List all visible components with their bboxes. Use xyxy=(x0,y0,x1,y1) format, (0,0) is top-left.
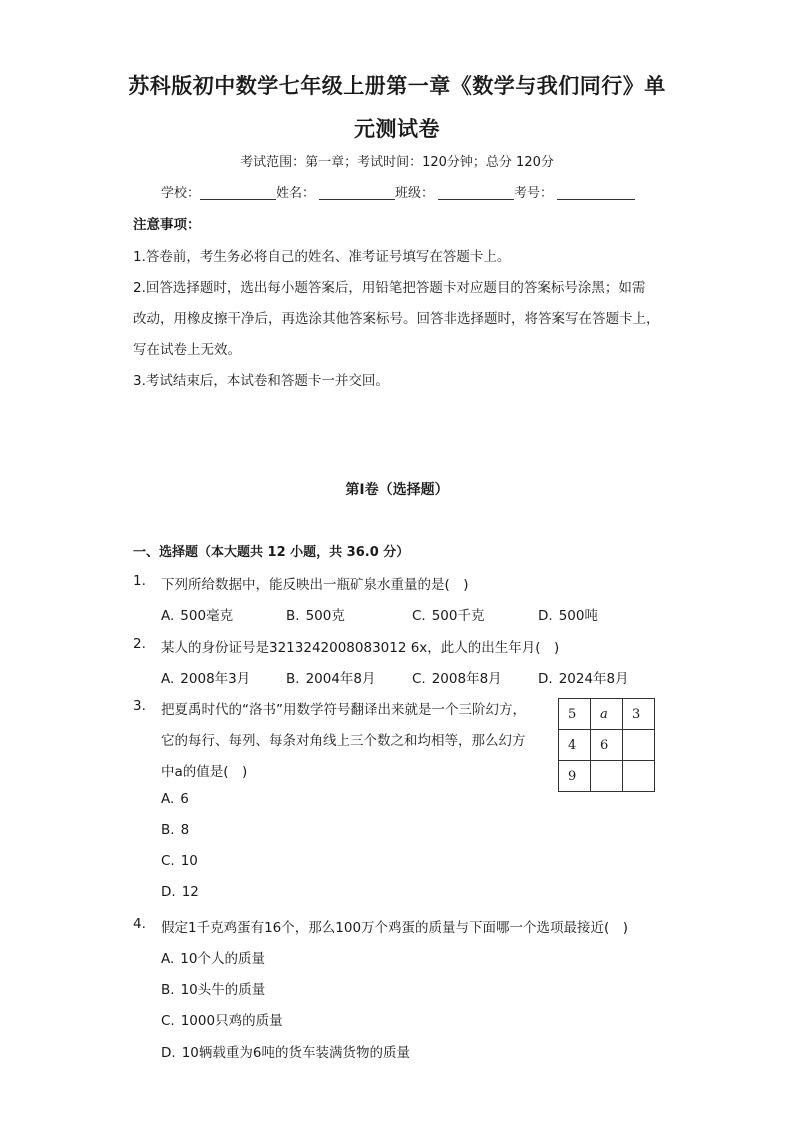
question-1-text: 下列所给数据中，能反映出一瓶矿泉水重量的是( ) xyxy=(161,577,469,593)
grid-cell: 6 xyxy=(591,730,623,761)
grid-row xyxy=(559,699,655,730)
class-blank[interactable] xyxy=(438,185,514,200)
q4-option-a[interactable]: A. 10个人的质量 xyxy=(161,951,265,967)
page-title-line-1: 苏科版初中数学七年级上册第一章《数学与我们同行》单 xyxy=(128,73,666,98)
grid-cell: 9 xyxy=(559,761,591,792)
question-2-text: 某人的身份证号是3213242008083012 6x，此人的出生年月( ) xyxy=(161,640,560,656)
grid-cell: 4 xyxy=(559,730,591,761)
grid-cell xyxy=(591,761,623,792)
q3-option-b[interactable]: B. 8 xyxy=(161,822,190,838)
class-label: 班级： xyxy=(395,186,435,201)
q4-option-d[interactable]: D. 10辆载重为6吨的货车装满货物的质量 xyxy=(161,1045,410,1061)
notice-item-1: 1.答卷前，考生务必将自己的姓名、准考证号填写在答题卡上。 xyxy=(133,249,511,265)
grid-cell xyxy=(623,730,655,761)
grid-cell: 3 xyxy=(623,699,655,730)
exam-number-blank[interactable] xyxy=(557,185,635,200)
question-1-number: 1. xyxy=(133,573,146,589)
notice-item-2-line-1: 2.回答选择题时，选出每小题答案后，用铅笔把答题卡对应题目的答案标号涂黑；如需 xyxy=(133,280,646,296)
q3-option-c[interactable]: C. 10 xyxy=(161,853,198,869)
question-4-number: 4. xyxy=(133,916,146,932)
q2-option-c[interactable]: C. 2008年8月 xyxy=(412,671,502,687)
notice-heading: 注意事项： xyxy=(133,217,201,233)
notice-item-3: 3.考试结束后，本试卷和答题卡一并交回。 xyxy=(133,373,389,389)
q4-option-b[interactable]: B. 10头牛的质量 xyxy=(161,982,266,998)
section-heading: 一、选择题（本大题共 12 小题，共 36.0 分） xyxy=(133,545,410,560)
question-3-text-line-2: 它的每行、每列、每条对角线上三个数之和均相等，那么幻方 xyxy=(161,733,526,749)
q2-option-d[interactable]: D. 2024年8月 xyxy=(538,671,629,687)
page-title-line-2: 元测试卷 xyxy=(354,116,440,141)
exam-info: 考试范围：第一章；考试时间：120分钟；总分 120分 xyxy=(240,155,554,170)
grid-cell: 5 xyxy=(559,699,591,730)
question-3-number: 3. xyxy=(133,698,146,714)
name-blank[interactable] xyxy=(319,185,395,200)
q2-option-a[interactable]: A. 2008年3月 xyxy=(161,671,251,687)
question-3-text-line-1: 把夏禹时代的“洛书”用数学符号翻译出来就是一个三阶幻方， xyxy=(161,702,526,718)
student-info-row xyxy=(161,182,635,201)
q4-option-c[interactable]: C. 1000只鸡的质量 xyxy=(161,1013,283,1029)
exam-number-label: 考号： xyxy=(514,186,554,201)
magic-square-grid xyxy=(558,698,655,792)
volume-title: 第Ⅰ卷（选择题） xyxy=(345,482,449,498)
q1-option-c[interactable]: C. 500千克 xyxy=(412,608,485,624)
grid-row xyxy=(559,761,655,792)
grid-cell xyxy=(623,761,655,792)
school-label: 学校： xyxy=(161,186,201,201)
grid-cell: a xyxy=(591,699,623,730)
school-blank[interactable] xyxy=(200,185,276,200)
question-4-text: 假定1千克鸡蛋有16个，那么100万个鸡蛋的质量与下面哪一个选项最接近( ) xyxy=(161,920,629,936)
q1-option-b[interactable]: B. 500克 xyxy=(286,608,345,624)
grid-row xyxy=(559,730,655,761)
q3-option-a[interactable]: A. 6 xyxy=(161,791,189,807)
notice-item-2-line-2: 改动，用橡皮擦干净后，再选涂其他答案标号。回答非选择题时，将答案写在答题卡上， xyxy=(133,311,660,327)
notice-item-2-line-3: 写在试卷上无效。 xyxy=(133,342,241,358)
question-3-text-line-3: 中a的值是( ) xyxy=(161,764,248,780)
q1-option-d[interactable]: D. 500吨 xyxy=(538,608,598,624)
name-label: 姓名： xyxy=(276,186,316,201)
question-2-number: 2. xyxy=(133,636,146,652)
q3-option-d[interactable]: D. 12 xyxy=(161,884,199,900)
q1-option-a[interactable]: A. 500毫克 xyxy=(161,608,234,624)
q2-option-b[interactable]: B. 2004年8月 xyxy=(286,671,376,687)
